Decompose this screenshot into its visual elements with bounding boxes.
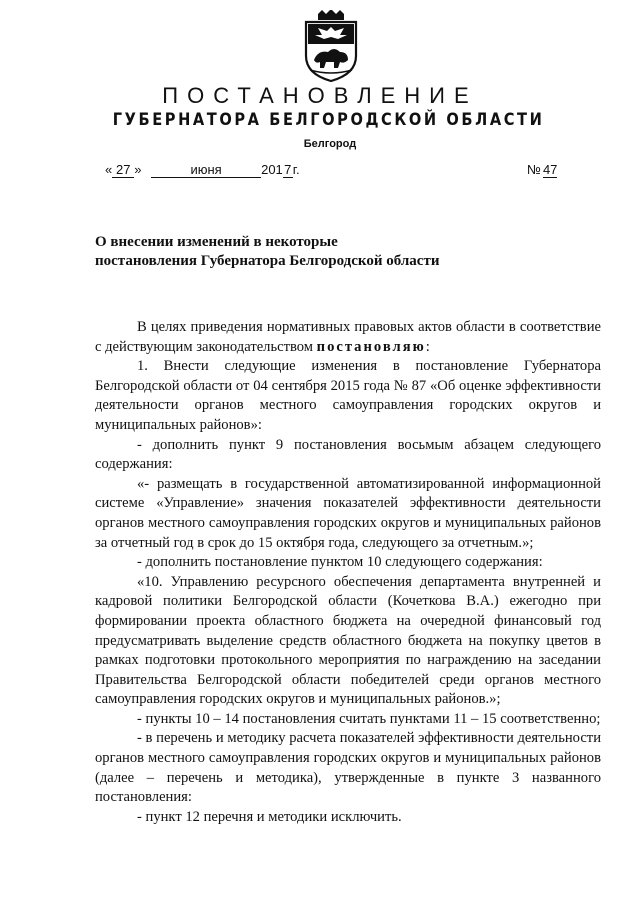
- date-month: июня: [151, 162, 261, 178]
- number-label: №: [527, 162, 541, 177]
- document-number: [527, 162, 557, 177]
- paragraph-renumber: - пункты 10 – 14 постановления считать пунктами 11 – 15 соответственно;: [137, 710, 601, 727]
- paragraph-amend-10: - дополнить постановление пунктом 10 следующего содержания:: [137, 554, 543, 571]
- date-year-prefix: 201: [261, 162, 283, 177]
- preamble-text: В целях приведения нормативных правовых актов области в соответствие с действующим законодательством: [95, 319, 601, 355]
- paragraph-exclude-12: - пункт 12 перечня и методики исключить.: [137, 808, 402, 825]
- heading-line-2: постановления Губернатора Белгородской области: [95, 253, 440, 269]
- date-year-digit: 7: [284, 162, 292, 177]
- belgorod-coat-of-arms-icon: [300, 10, 362, 82]
- paragraph-list-method: - в перечень и методику расчета показателей эффективности деятельности органов местного самоуправления городских округов и муниципальных районов (далее – перечень и методика), утвержденные в пункте 3 названного постановления:: [95, 730, 601, 806]
- paragraph-item-1: 1. Внести следующие изменения в постановление Губернатора Белгородской области от 04 сентября 2015 года № 87 «Об оценке эффективности деятельности органов местного самоуправления городских округов и муниципальных районов»:: [95, 358, 601, 433]
- number-value: 47: [542, 162, 558, 177]
- paragraph-quote-9: «- размещать в государственной автоматизированной информационной системе «Управление» значения показателей эффективности деятельности органов местного самоуправления городских округов и муниципальных районов за отчетный год в срок до 15 октября года, следующего за отчетным.»;: [95, 475, 601, 551]
- resolve-word: постановляю: [316, 338, 426, 355]
- date-close-quote: »: [134, 162, 142, 177]
- date-open-quote: «: [105, 162, 113, 177]
- date-year-suffix: г.: [292, 162, 300, 177]
- document-type-title: ПОСТАНОВЛЕНИЕ: [162, 83, 478, 108]
- paragraph-quote-10: «10. Управлению ресурсного обеспечения департамента внутренней и кадровой политики Белгородской области (Кочеткова В.А.) ежегодно при формировании проекта областного бюджета на очередной финансовый год предусматривать выделение средств областного бюджета на покупку цветов в рамках подготовки протокольного мероприятия по награждению на заседании Правительства Белгородской области победителей среди органов местного самоуправления городских округов и муниципальных районов.»;: [95, 573, 601, 708]
- preamble-end: :: [425, 338, 430, 355]
- document-heading: [95, 233, 545, 271]
- issuing-authority: ГУБЕРНАТОРА БЕЛГОРОДСКОЙ ОБЛАСТИ: [112, 110, 545, 130]
- city-name: Белгород: [303, 138, 357, 150]
- date-day: 27: [112, 162, 134, 178]
- heading-line-1: О внесении изменений в некоторые: [95, 234, 338, 250]
- document-body: [95, 318, 601, 827]
- paragraph-amend-9: - дополнить пункт 9 постановления восьмым абзацем следующего содержания:: [95, 436, 601, 473]
- paragraph-preamble: [95, 318, 601, 357]
- document-date: [105, 162, 300, 178]
